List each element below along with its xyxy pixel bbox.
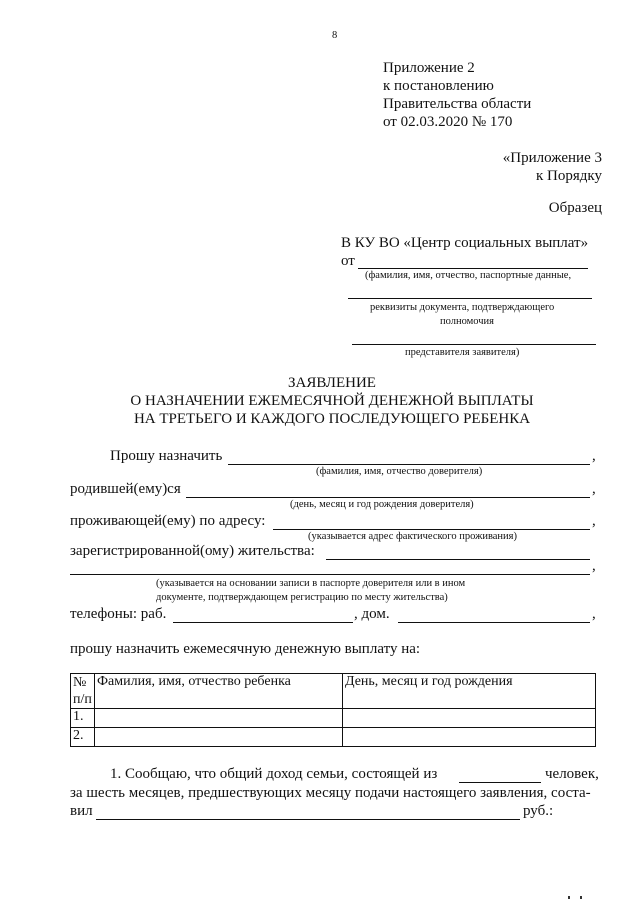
table-row (71, 728, 596, 747)
title-line-2: О НАЗНАЧЕНИИ ЕЖЕМЕСЯЧНОЙ ДЕНЕЖНОЙ ВЫПЛАТЫ (130, 393, 534, 409)
addressee-to: В КУ ВО «Центр социальных выплат» (341, 235, 589, 251)
pay-to-label: прошу назначить ежемесячную денежную выплату на: (70, 641, 421, 657)
scan-mark (580, 896, 582, 899)
request-label: Прошу назначить (110, 448, 223, 464)
request-hint: (фамилия, имя, отчество доверителя) (316, 466, 483, 477)
request-field[interactable] (228, 464, 590, 465)
row-1-name[interactable] (95, 709, 343, 728)
born-comma: , (592, 481, 596, 497)
attachment-line-3: Правительства области (383, 96, 532, 112)
addressee-from-line[interactable] (358, 268, 588, 269)
addressee-from-label: от (341, 253, 355, 269)
born-field[interactable] (186, 497, 590, 498)
order-attachment-line-2: к Порядку (536, 168, 602, 184)
born-label: родившей(ему)ся (70, 481, 181, 497)
addressee-hint-4: представителя заявителя) (405, 347, 520, 358)
attachment-line-4: от 02.03.2020 № 170 (383, 114, 513, 130)
addressee-hint-1: (фамилия, имя, отчество, паспортные данные, (365, 270, 572, 281)
col-name-header: Фамилия, имя, отчество ребенка (95, 674, 343, 709)
order-attachment-line-1: «Приложение 3 (502, 150, 602, 166)
registered-label: зарегистрированной(ому) жительства: (70, 543, 315, 559)
phone-home-field[interactable] (398, 622, 590, 623)
table-row (71, 709, 596, 728)
title-line-3: НА ТРЕТЬЕГО И КАЖДОГО ПОСЛЕДУЮЩЕГО РЕБЕНКА (133, 411, 531, 427)
income-line-2: за шесть месяцев, предшествующих месяцу подачи настоящего заявления, соста- (70, 785, 591, 801)
phones-label: телефоны: раб. (70, 606, 167, 622)
row-1-date[interactable] (343, 709, 596, 728)
scan-mark (568, 896, 570, 899)
table-header-row (71, 674, 596, 709)
row-2-name[interactable] (95, 728, 343, 747)
title-line-1: ЗАЯВЛЕНИЕ (288, 375, 376, 391)
request-comma: , (592, 448, 596, 464)
family-size-field[interactable] (459, 782, 541, 783)
phone-home-label: , дом. (354, 606, 390, 622)
living-comma: , (592, 513, 596, 529)
living-field[interactable] (273, 529, 590, 530)
row-1-num: 1. (71, 709, 95, 728)
addressee-hint-2: реквизиты документа, подтверждающего (370, 302, 555, 313)
sample-label: Образец (548, 200, 602, 216)
addressee-line-2[interactable] (348, 298, 592, 299)
registered-hint-1: (указывается на основании записи в паспорте доверителя или в ином (156, 578, 466, 589)
row-2-date[interactable] (343, 728, 596, 747)
income-line-3-b: руб.: (523, 803, 554, 819)
registered-field[interactable] (326, 559, 590, 560)
income-line-3-a: вил (70, 803, 93, 819)
income-amount-field[interactable] (96, 819, 520, 820)
row-2-num: 2. (71, 728, 95, 747)
attachment-line-1: Приложение 2 (383, 60, 475, 76)
living-label: проживающей(ему) по адресу: (70, 513, 266, 529)
phone-work-field[interactable] (173, 622, 353, 623)
col-num-header: № п/п (71, 674, 95, 709)
attachment-line-2: к постановлению (383, 78, 494, 94)
income-line-1-a: 1. Сообщаю, что общий доход семьи, состоящей из (110, 766, 438, 782)
living-hint: (указывается адрес фактического проживания) (308, 531, 517, 542)
income-line-1-b: человек, (545, 766, 599, 782)
registered-comma: , (592, 558, 596, 574)
born-hint: (день, месяц и год рождения доверителя) (290, 499, 474, 510)
col-date-header: День, месяц и год рождения (343, 674, 596, 709)
registered-hint-2: документе, подтверждающем регистрацию по месту жительства) (156, 592, 448, 603)
page-number: 8 (332, 30, 338, 41)
addressee-line-3[interactable] (352, 344, 596, 345)
addressee-hint-3: полномочия (440, 316, 494, 327)
registered-field-2[interactable] (70, 574, 590, 575)
phones-comma: , (592, 606, 596, 622)
children-table (70, 673, 596, 747)
